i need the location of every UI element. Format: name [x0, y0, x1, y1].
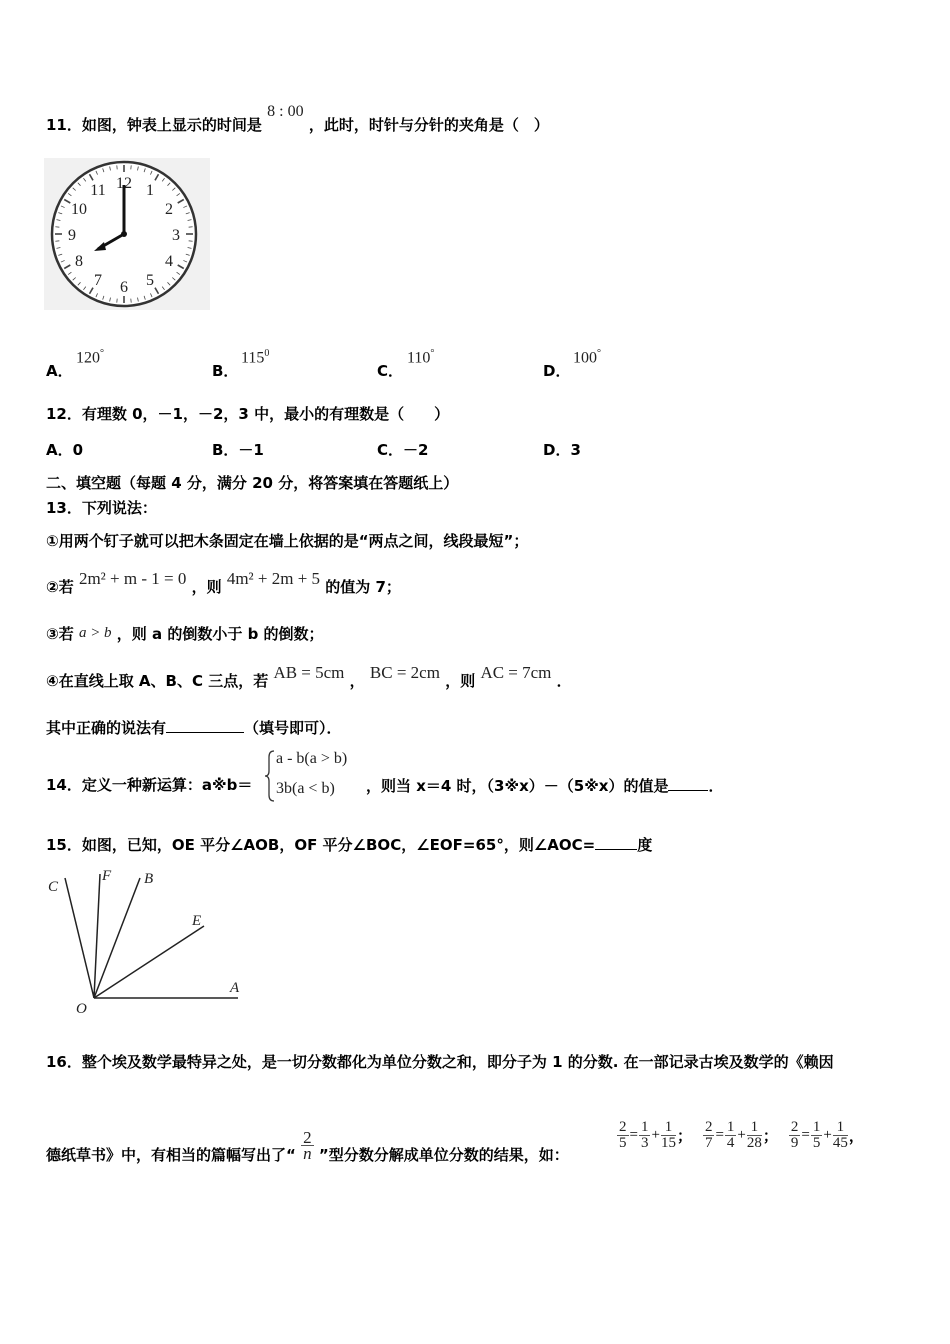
ray-oe	[94, 926, 204, 998]
q14-answer-blank[interactable]	[668, 776, 708, 791]
q14-end: ．	[708, 777, 724, 795]
q13-s2-suffix: 的值为 7；	[325, 578, 401, 596]
q11-text-after: ，此时，时针与分针的夹角是（ ）	[308, 116, 549, 134]
example-frac-den: 45	[832, 1135, 848, 1151]
clock-number-1: 1	[146, 181, 154, 199]
q13-title: 13．下列说法：	[46, 499, 157, 517]
clock-figure	[44, 158, 210, 310]
example-frac	[661, 1120, 676, 1151]
clock-number-8: 8	[74, 253, 83, 270]
example-frac-den: 5	[619, 1135, 627, 1151]
q13-s3-inequality: a > b	[78, 625, 112, 641]
q13-s4-end: ．	[556, 672, 572, 690]
q13-answer-blank[interactable]	[166, 718, 244, 733]
clock-center	[121, 231, 127, 237]
q14-stem-a: 14．定义一种新运算：a※b＝	[46, 776, 253, 794]
q11-option-d-value: 100°	[573, 348, 601, 367]
clock-number-11: 11	[90, 181, 106, 199]
example-frac-den: 9	[790, 1135, 799, 1151]
equals-sign: =	[801, 1127, 810, 1143]
example-frac-num: 1	[747, 1120, 762, 1136]
q15-text: 15．如图，已知，OE 平分∠AOB，OF 平分∠BOC，∠EOF=65°，则∠AOC=	[46, 836, 596, 854]
q13-s3-suffix: ，则 a 的倒数小于 b 的倒数；	[116, 625, 324, 643]
q13-footer-hint: （填号即可）．	[244, 719, 342, 737]
q13-s4-bc: BC = 2cm	[369, 663, 440, 682]
q13-s4-ab: AB = 5cm	[273, 663, 345, 682]
clock-number-4: 4	[165, 253, 174, 270]
q13-s2-equation-1: 2m² + m - 1 = 0	[78, 569, 187, 588]
q11-option-a-value: 120°	[76, 348, 104, 367]
q13-s4-then: ，则	[445, 672, 476, 690]
example-frac-den: 4	[726, 1135, 735, 1151]
example-frac	[617, 1120, 629, 1151]
example-frac	[789, 1120, 801, 1151]
clock-number-2: 2	[165, 201, 174, 218]
example-frac	[703, 1120, 715, 1151]
ray-ob	[94, 878, 140, 998]
q14-question: ，则当 x＝4 时，（3※x）－（5※x）的值是	[366, 777, 669, 795]
q13-s4-comma: ，	[349, 672, 365, 690]
q13-statement-1: ①用两个钉子就可以把木条固定在墙上依据的是“两点之间，线段最短”；	[46, 532, 529, 550]
example-frac	[725, 1120, 737, 1151]
q12-stem: 12．有理数 0，－1，－2，3 中，最小的有理数是（ ）	[46, 405, 450, 423]
q12-option-a[interactable]: A．0	[46, 441, 84, 459]
clock-number-7: 7	[94, 272, 102, 290]
separator: ；	[762, 1127, 778, 1145]
example-frac-num: 2	[704, 1119, 713, 1135]
equals-sign: =	[715, 1127, 724, 1143]
q13-s2-prefix: ②若	[46, 578, 74, 596]
example-frac	[639, 1120, 651, 1151]
label-b: B	[144, 871, 154, 887]
q11-stem	[46, 103, 549, 135]
q13-s4-prefix: ④在直线上取 A、B、C 三点，若	[46, 672, 269, 690]
example-frac-num: 1	[833, 1120, 848, 1136]
q11-option-b-label[interactable]: B．	[212, 362, 239, 380]
q16-fraction-2-over-n	[301, 1130, 314, 1161]
label-f: F	[102, 868, 112, 884]
example-frac-num: 1	[640, 1119, 649, 1135]
q11-text-before: 11．如图，钟表上显示的时间是	[46, 116, 262, 134]
plus-sign: +	[651, 1127, 660, 1143]
q13-footer	[46, 718, 342, 737]
clock-number-5: 5	[146, 272, 154, 290]
example-frac-den: 28	[746, 1135, 762, 1151]
q11-option-c-label[interactable]: C．	[377, 362, 404, 380]
example-frac-den: 5	[812, 1135, 821, 1151]
plus-sign: +	[737, 1127, 746, 1143]
q16-text-a: 德纸草书》中，有相当的篇幅写出了“	[46, 1146, 296, 1164]
label-o: O	[76, 1001, 87, 1017]
section-heading: 二、填空题（每题 4 分，满分 20 分，将答案填在答题纸上）	[46, 474, 459, 492]
q12-option-c[interactable]: C．－2	[377, 441, 429, 459]
q14-case-1: a - b(a > b)	[276, 750, 348, 767]
separator: ，	[848, 1127, 864, 1145]
angle-figure	[40, 862, 250, 1020]
q13-footer-text: 其中正确的说法有	[46, 719, 167, 737]
q16-examples	[617, 1120, 865, 1151]
q12-option-b[interactable]: B．－1	[212, 441, 264, 459]
q16-frac-den: n	[303, 1144, 312, 1163]
separator: ；	[676, 1127, 692, 1145]
q11-time: 8 : 00	[267, 103, 304, 120]
q14-stem-b	[366, 776, 723, 795]
example-frac	[747, 1120, 762, 1151]
q11-option-b-value: $115^0$	[241, 348, 270, 367]
q12-option-d[interactable]: D．3	[543, 441, 581, 459]
example-frac-num: 1	[812, 1119, 821, 1135]
equals-sign: =	[629, 1127, 638, 1143]
clock-number-3: 3	[172, 227, 180, 244]
q16-line-1: 16．整个埃及数学最特异之处，是一切分数都化为单位分数之和，即分子为 1 的分数. 在一部记录古埃及数学的《赖因	[46, 1053, 834, 1071]
ray-of	[94, 874, 100, 998]
q15-answer-blank[interactable]	[595, 835, 637, 850]
q13-statement-4	[46, 663, 572, 690]
q16-example-1	[617, 1119, 693, 1151]
label-e: E	[192, 913, 202, 929]
q16-frac-num: 2	[303, 1128, 312, 1147]
q16-example-2	[703, 1119, 779, 1151]
q11-option-a-label[interactable]: A．	[46, 362, 73, 380]
example-frac-den: 7	[704, 1135, 713, 1151]
example-frac-num: 2	[619, 1119, 627, 1135]
q15-unit: 度	[637, 836, 653, 854]
plus-sign: +	[823, 1127, 832, 1143]
clock-number-12: 12	[116, 175, 132, 192]
example-frac-den: 3	[640, 1135, 649, 1151]
q15-stem	[46, 835, 652, 854]
q13-statement-2	[46, 569, 401, 596]
clock-number-10: 10	[70, 201, 87, 218]
q16-line-2	[46, 1128, 569, 1171]
q13-s4-ac: AC = 7cm	[480, 663, 552, 682]
example-frac-num: 1	[726, 1119, 735, 1135]
q13-s2-then: ，则	[191, 578, 222, 596]
example-frac	[833, 1120, 848, 1151]
q11-option-c-value: 110°	[407, 348, 435, 367]
q13-s2-equation-2: 4m² + 2m + 5	[226, 569, 321, 588]
example-frac-den: 15	[660, 1135, 676, 1151]
clock-number-9: 9	[68, 227, 76, 244]
q13-s3-prefix: ③若	[46, 625, 74, 643]
label-c: C	[48, 879, 59, 895]
label-a: A	[230, 980, 240, 996]
example-frac	[811, 1120, 823, 1151]
ray-oc	[65, 878, 94, 998]
q16-example-3	[789, 1119, 865, 1151]
clock-number-6: 6	[120, 279, 128, 296]
q13-statement-3	[46, 625, 324, 644]
example-frac-num: 1	[661, 1120, 676, 1136]
q14-case-2: 3b(a < b)	[276, 780, 335, 797]
q16-text-b: ”型分数分解成单位分数的结果，如：	[318, 1146, 569, 1164]
q14-brace	[264, 749, 276, 803]
example-frac-num: 2	[790, 1119, 799, 1135]
q11-option-d-label[interactable]: D．	[543, 362, 571, 380]
